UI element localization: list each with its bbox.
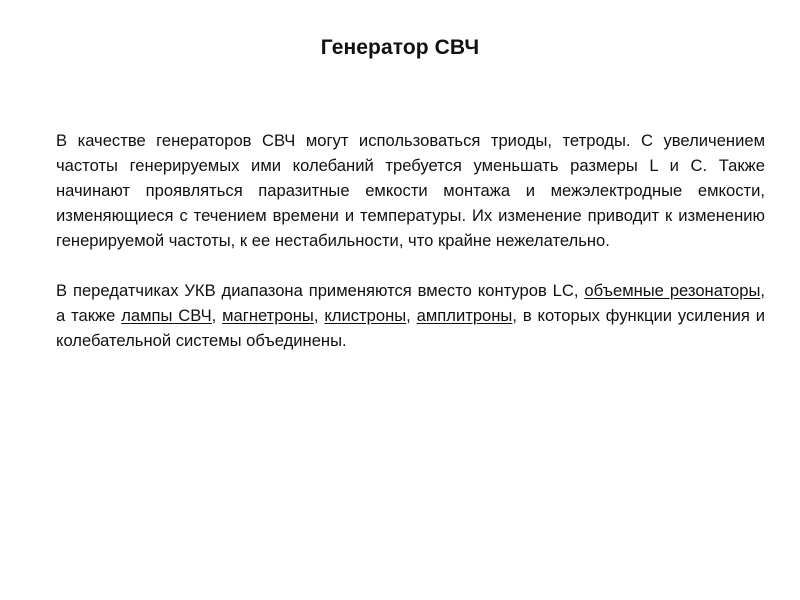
slide-body <box>56 128 765 353</box>
link-magnetrons[interactable]: магнетроны <box>222 306 314 325</box>
link-amplitrons[interactable]: амплитроны <box>416 306 513 325</box>
separator-also: , а также <box>56 281 766 325</box>
paragraph-links-outro: , в которых функции усиления и колебательной системы объединены. <box>56 306 766 350</box>
link-volume-resonators[interactable]: объемные резонаторы <box>584 281 761 300</box>
paragraph-intro: В качестве генераторов СВЧ могут использоваться триоды, тетроды. С увеличением частоты генерируемых ими колебаний требуется уменьшать размеры L и C. Также начинают проявляться паразитные емкости монтажа и межэлектродные емкости, изменяющиеся с течением времени и температуры. Их изменение приводит к изменению генерируемой частоты, к ее нестабильности, что крайне нежелательно. <box>56 131 765 250</box>
slide-title: Генератор СВЧ <box>320 36 480 59</box>
separator-comma: , <box>406 306 417 325</box>
paragraph-links-intro: В передатчиках УКВ диапазона применяются вместо контуров LC, <box>56 281 585 300</box>
paragraph-links <box>56 278 765 353</box>
link-klystrons[interactable]: клистроны <box>324 306 407 325</box>
link-microwave-tubes[interactable]: лампы СВЧ <box>121 306 212 325</box>
separator-comma: , <box>313 306 325 325</box>
separator-comma: , <box>211 306 223 325</box>
